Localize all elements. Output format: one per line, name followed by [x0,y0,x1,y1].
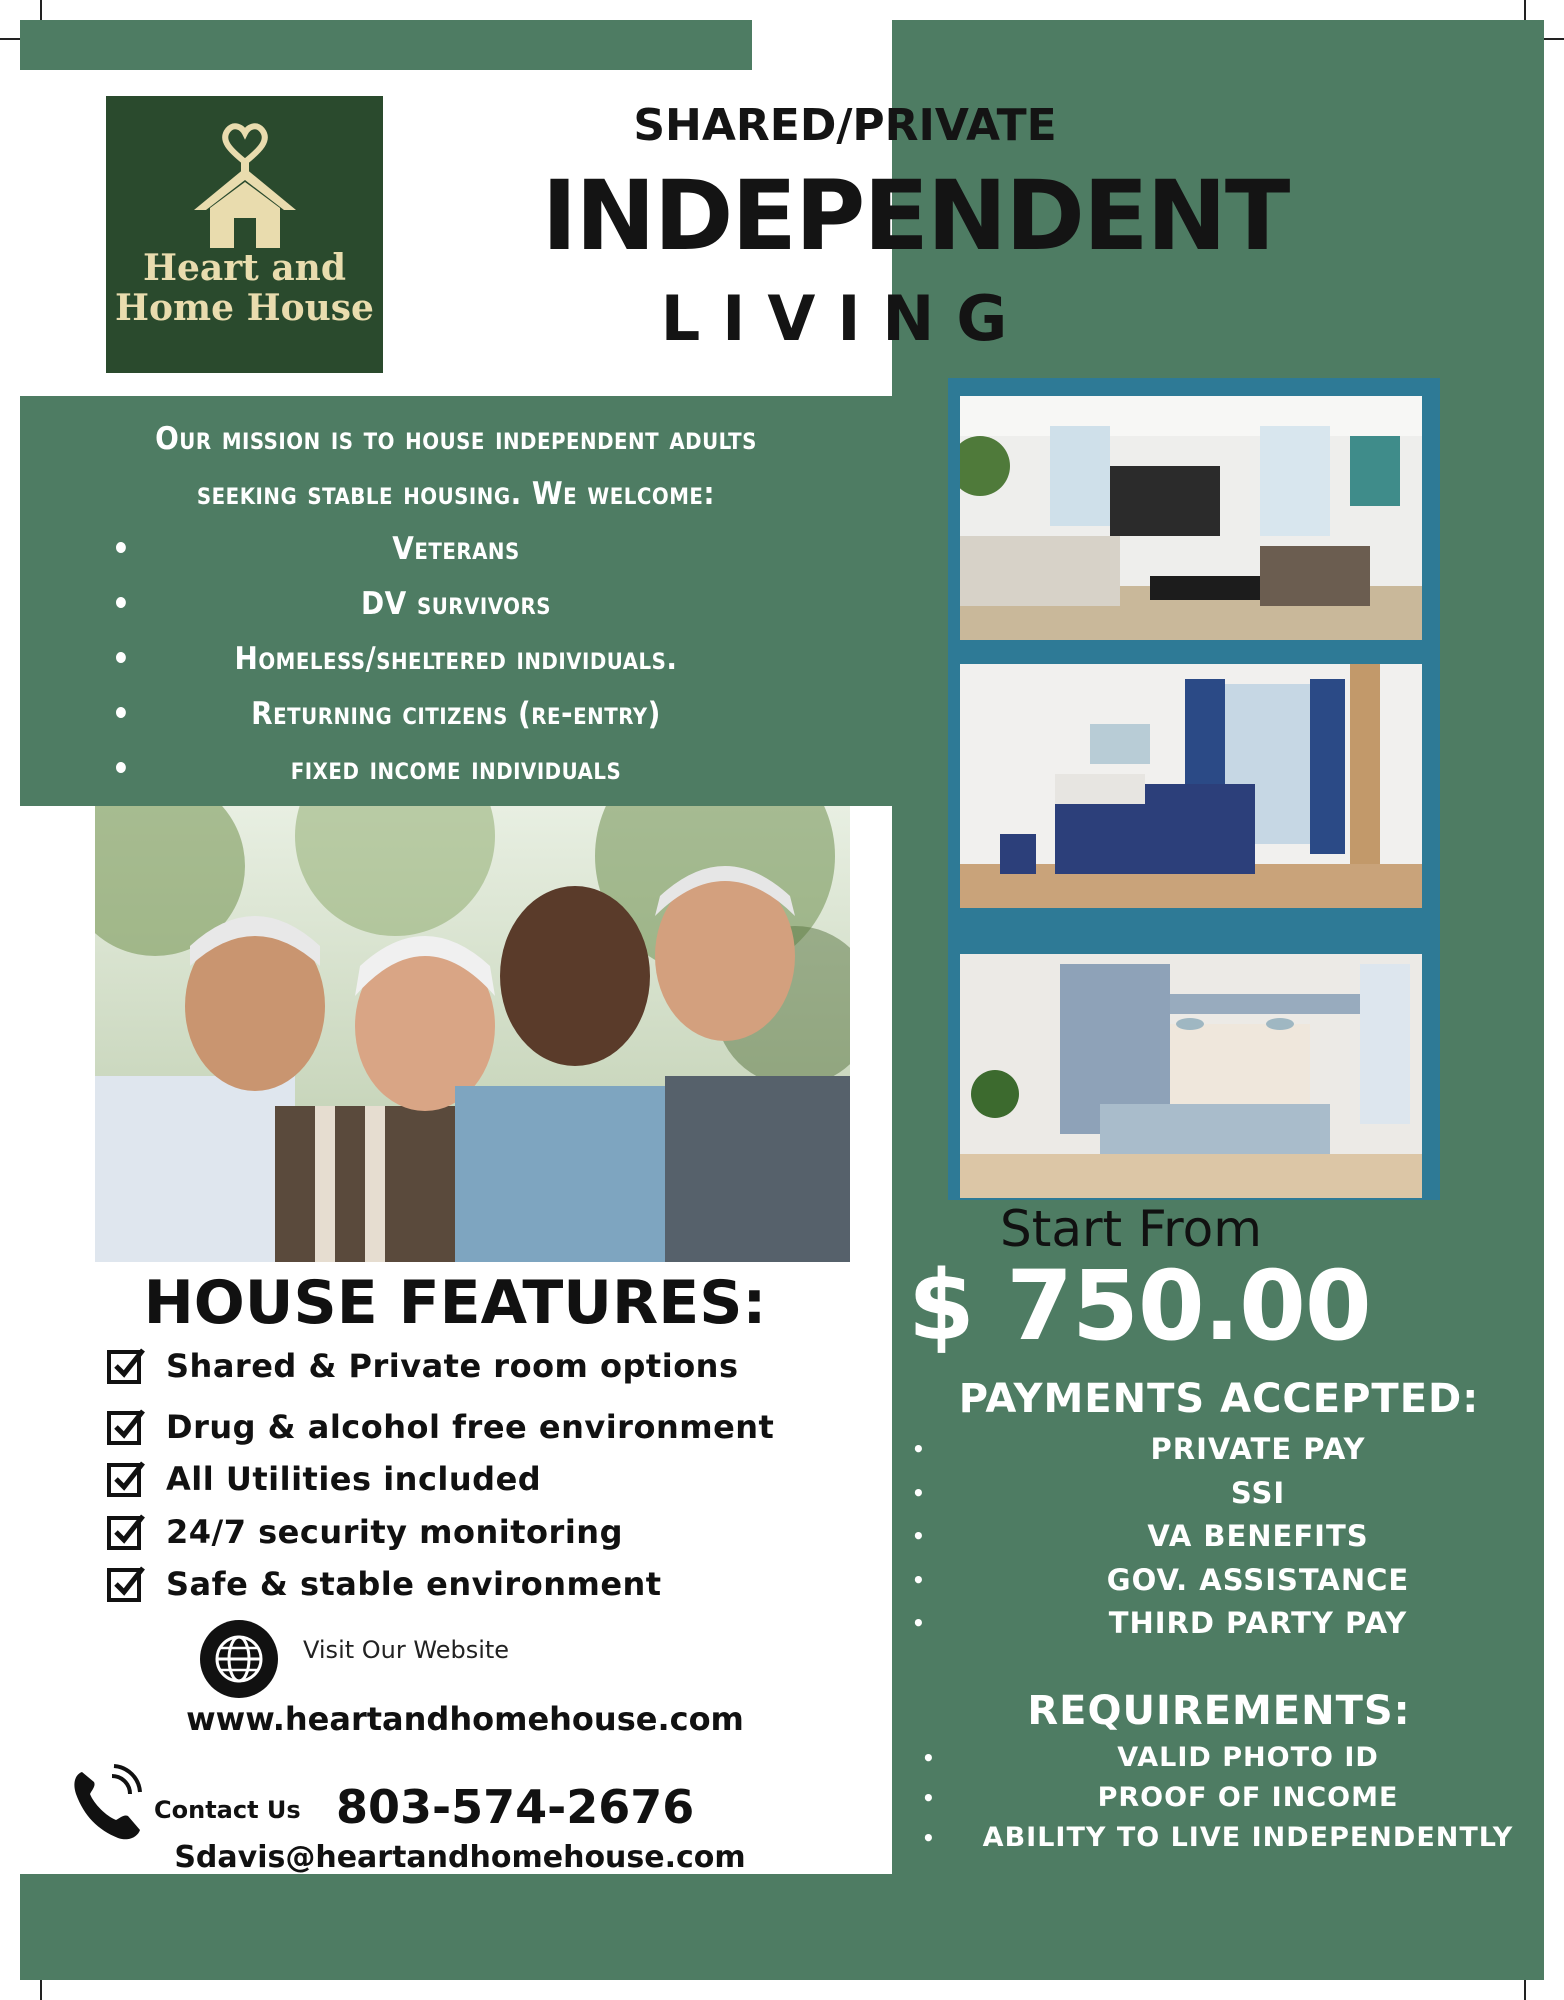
payment-item: • VA BENEFITS [892,1515,1544,1559]
crop-mark [0,38,20,40]
crop-mark [40,0,42,20]
requirement-item: • ABILITY TO LIVE INDEPENDENTLY [892,1818,1544,1858]
requirements-list [892,1738,1544,1858]
crop-mark [1524,1980,1526,2000]
bottom-green-band [20,1874,1544,1980]
house-heart-icon [190,122,300,252]
website-link[interactable]: www.heartandhomehouse.com [186,1700,744,1738]
feature-item [106,1401,806,1454]
start-from-label: Start From [1000,1200,1262,1258]
phone-icon[interactable] [68,1762,148,1846]
checkbox-checked-icon [106,1407,146,1447]
checkbox-checked-icon [106,1346,146,1386]
room-photos-frame [948,378,1440,1200]
logo-line-2: Home House [115,287,374,329]
crop-mark [1544,38,1564,40]
mission-item: • Homeless/sheltered individuals. [20,632,892,687]
price: $ 750.00 [908,1250,1371,1362]
requirement-item: • VALID PHOTO ID [892,1738,1544,1778]
mission-item: • Returning citizens (re-entry) [20,687,892,742]
contact-us-label: Contact Us [154,1796,301,1824]
mission-item: • Veterans [20,522,892,577]
mission-panel [20,396,892,806]
heading-independent: INDEPENDENT [541,160,1289,272]
top-accent-bar [20,20,752,70]
seniors-photo [95,806,850,1262]
bedroom-photo [960,664,1422,908]
mission-line-2: seeking stable housing. We welcome: [196,476,716,512]
feature-item [106,1506,806,1559]
payment-item: • PRIVATE PAY [892,1428,1544,1472]
checkbox-checked-icon [106,1459,146,1499]
brand-logo [106,96,383,373]
requirement-item: • PROOF OF INCOME [892,1778,1544,1818]
features-list [106,1340,806,1611]
checkbox-checked-icon [106,1512,146,1552]
heading-living: LIVING [660,282,1030,355]
feature-label: All Utilities included [166,1460,542,1499]
payment-item: • THIRD PARTY PAY [892,1602,1544,1646]
feature-label: 24/7 security monitoring [166,1512,623,1551]
kitchen-photo [960,954,1422,1198]
mission-line-1: Our mission is to house independent adults [155,421,757,457]
requirements-title: REQUIREMENTS: [1027,1688,1411,1734]
features-title: HOUSE FEATURES: [143,1268,767,1338]
feature-label: Shared & Private room options [166,1347,739,1386]
payment-item: • SSI [892,1472,1544,1516]
feature-label: Drug & alcohol free environment [166,1407,775,1446]
contact-email[interactable]: Sdavis@heartandhomehouse.com [174,1840,746,1875]
checkbox-checked-icon [106,1564,146,1604]
contact-phone[interactable]: 803-574-2676 [336,1780,695,1834]
living-room-photo [960,396,1422,640]
globe-icon[interactable] [200,1620,278,1698]
heading-shared-private: SHARED/PRIVATE [633,100,1057,151]
feature-item [106,1558,806,1611]
crop-mark [1524,0,1526,20]
mission-item: • DV survivors [20,577,892,632]
mission-list [20,522,892,797]
payment-item: • GOV. ASSISTANCE [892,1559,1544,1603]
logo-line-1: Heart and [142,247,347,289]
mission-item: • fixed income individuals [20,742,892,797]
feature-item [106,1340,806,1393]
payments-list [892,1428,1544,1646]
crop-mark [40,1980,42,2000]
visit-website-label: Visit Our Website [303,1636,510,1664]
feature-label: Safe & stable environment [166,1565,662,1604]
feature-item [106,1453,806,1506]
payments-title: PAYMENTS ACCEPTED: [958,1376,1480,1422]
